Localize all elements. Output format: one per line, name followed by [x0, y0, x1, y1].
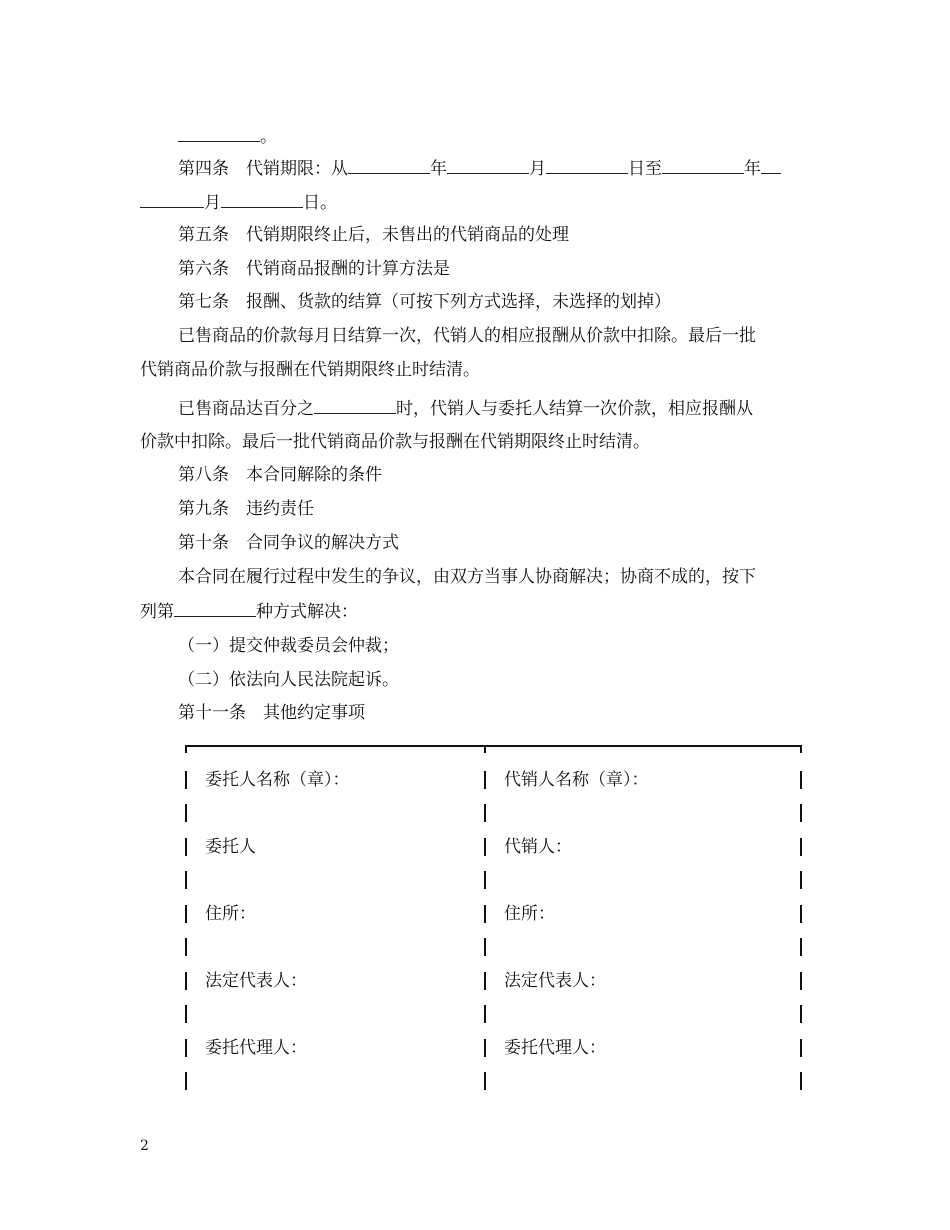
table-border — [185, 771, 187, 789]
option-2: （二）依法向人民法院起诉。 — [178, 670, 399, 690]
table-divider-tick — [484, 745, 486, 753]
table-border — [185, 838, 187, 856]
table-corner — [185, 745, 187, 753]
table-border — [484, 1005, 486, 1023]
table-border — [484, 972, 486, 990]
consignor-address-label: 住所： — [205, 904, 256, 924]
table-border — [185, 972, 187, 990]
article-4: 第四条 代销期限：从 年 月 日至 年 — [178, 158, 781, 179]
article-9: 第九条 违约责任 — [178, 499, 314, 519]
article-8: 第八条 本合同解除的条件 — [178, 465, 382, 485]
table-border — [484, 905, 486, 923]
table-border — [800, 804, 802, 822]
article-7: 第七条 报酬、货款的结算（可按下列方式选择，未选择的划掉） — [178, 292, 671, 312]
paragraph-1-cont: 代销商品价款与报酬在代销期限终止时结清。 — [140, 360, 480, 380]
table-border — [185, 871, 187, 889]
article-11: 第十一条 其他约定事项 — [178, 703, 365, 723]
article-5: 第五条 代销期限终止后，未售出的代销商品的处理 — [178, 225, 569, 245]
table-border — [800, 1039, 802, 1057]
table-border — [484, 1072, 486, 1090]
table-border — [800, 1005, 802, 1023]
blank-field — [761, 158, 781, 174]
table-border — [800, 905, 802, 923]
article-10: 第十条 合同争议的解决方式 — [178, 533, 399, 553]
blank-field — [447, 158, 529, 174]
table-border — [185, 1005, 187, 1023]
paragraph-2-cont: 价款中扣除。最后一批代销商品价款与报酬在代销期限终止时结清。 — [140, 432, 650, 452]
table-corner — [800, 745, 802, 753]
article-6: 第六条 代销商品报酬的计算方法是 — [178, 259, 450, 279]
article-4-cont: 月 日。 — [140, 192, 337, 213]
table-border — [484, 771, 486, 789]
line-0: 。 — [178, 126, 277, 147]
table-border — [484, 938, 486, 956]
table-border — [800, 871, 802, 889]
table-border — [800, 838, 802, 856]
table-border — [185, 938, 187, 956]
table-border — [185, 1039, 187, 1057]
blank-field — [348, 158, 430, 174]
table-border — [800, 938, 802, 956]
paragraph-3-cont: 列第 种方式解决： — [140, 602, 358, 622]
table-border — [484, 1039, 486, 1057]
blank-field — [174, 601, 256, 617]
table-border — [484, 838, 486, 856]
blank-field — [662, 158, 744, 174]
consignor-name-label: 委托人名称（章）： — [205, 770, 350, 790]
page-number: 2 — [140, 1138, 149, 1154]
table-border — [185, 804, 187, 822]
blank-field — [178, 126, 260, 142]
blank-field — [140, 192, 204, 208]
table-border — [800, 972, 802, 990]
consignor-label: 委托人 — [205, 837, 256, 857]
table-border — [800, 1072, 802, 1090]
paragraph-1: 已售商品的价款每月日结算一次，代销人的相应报酬从价款中扣除。最后一批 — [178, 326, 756, 346]
option-1: （一）提交仲裁委员会仲裁； — [178, 636, 399, 656]
blank-field — [546, 158, 628, 174]
agent-label: 代销人： — [504, 837, 572, 857]
table-border — [484, 871, 486, 889]
consignor-legal-rep-label: 法定代表人： — [205, 971, 307, 991]
table-top-border — [185, 745, 802, 747]
table-border — [800, 771, 802, 789]
agent-legal-rep-label: 法定代表人： — [504, 971, 606, 991]
blank-field — [221, 192, 303, 208]
paragraph-3: 本合同在履行过程中发生的争议，由双方当事人协商解决；协商不成的，按下 — [178, 567, 756, 587]
table-border — [484, 804, 486, 822]
agent-proxy-label: 委托代理人： — [504, 1038, 606, 1058]
table-border — [185, 905, 187, 923]
agent-name-label: 代销人名称（章）： — [504, 770, 649, 790]
agent-address-label: 住所： — [504, 904, 555, 924]
consignor-proxy-label: 委托代理人： — [205, 1038, 307, 1058]
table-border — [185, 1072, 187, 1090]
paragraph-2: 已售商品达百分之 时，代销人与委托人结算一次价款，相应报酬从 — [178, 399, 753, 419]
blank-field — [314, 398, 396, 414]
